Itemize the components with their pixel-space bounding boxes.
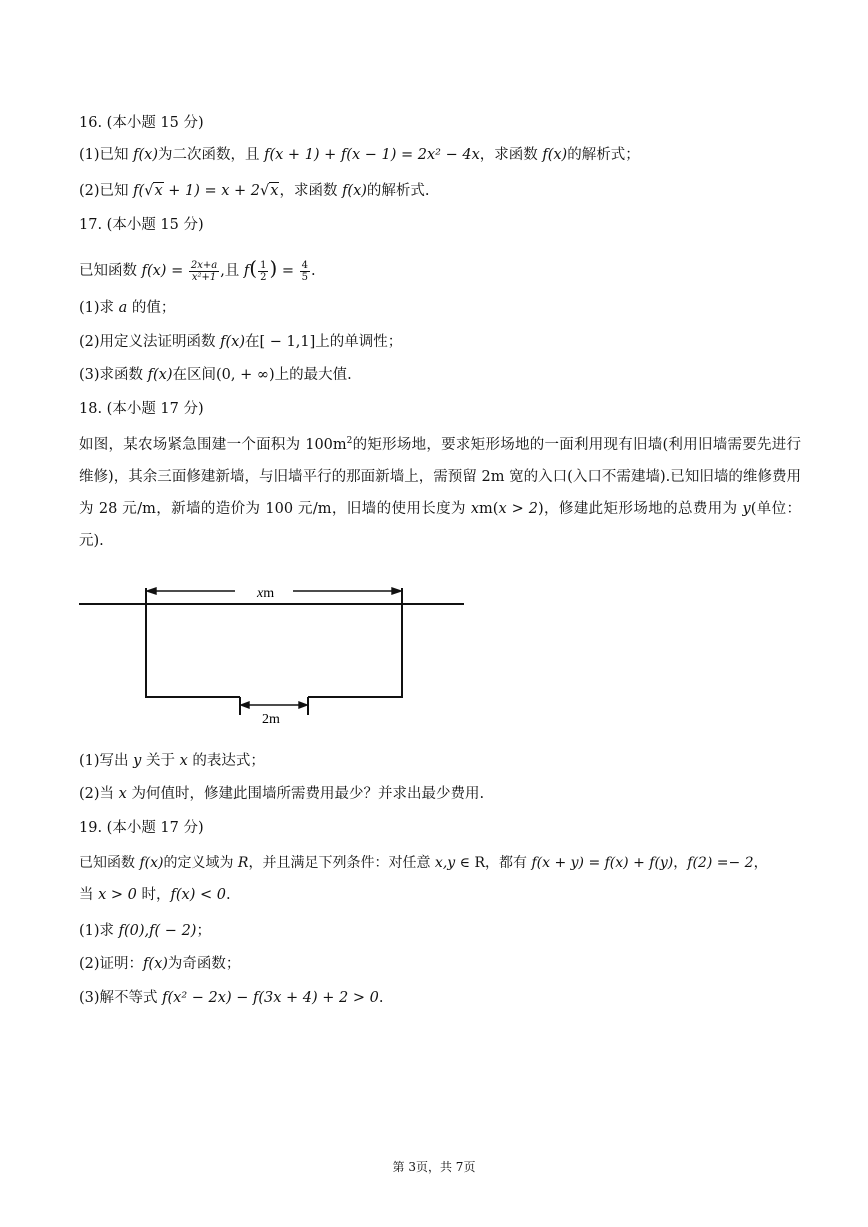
q19-stem-line2: 当 x > 0 时，f(x) < 0. bbox=[79, 887, 231, 903]
q19-stem-line1: 已知函数 f(x)的定义域为 R，并且满足下列条件：对任意 x,y ∈ R，都有 f(x + y) = f(x) + f(y)，f(2) =− 2， bbox=[79, 855, 768, 871]
q19-part3: (3)解不等式 f(x² − 2x) − f(3x + 4) + 2 > 0. bbox=[79, 990, 384, 1006]
q17-heading: 17. (本小题 15 分) bbox=[79, 217, 204, 233]
q18-stem: 如图，某农场紧急围建一个面积为 $100m^2$的矩形场地，要求矩形场地的一面利用现有旧墙(利用旧墙需要先进行维修)，其余三面修建新墙，与旧墙平行的那面新墙上，需预留 2m 宽的入口(入口不需建墙).已知旧墙的维修费用为 28 元/m，新墙的造价为 100 元/m，旧墙的使用长度为 xm(x > 2)，修建此矩形场地的总费用为 y(单位：元). bbox=[79, 436, 801, 549]
q17-part1: (1)求 a 的值； bbox=[79, 300, 176, 316]
label-2m: 2m bbox=[262, 712, 280, 727]
q17-part3: (3)求函数 f(x)在区间(0, + ∞)上的最大值. bbox=[79, 367, 352, 383]
q17-stem: 已知函数 f(x) = $\frac{2x+a}{\text{x²+1}}$ ,且 f( $\frac{1}{2}$ ) = $\frac{4}{5}$ . bbox=[79, 256, 316, 283]
arrow-right-icon bbox=[299, 702, 307, 708]
q18-part1: (1)写出 y 关于 x 的表达式； bbox=[79, 753, 265, 769]
q16-heading: 16. (本小题 15 分) bbox=[79, 115, 204, 131]
q18-part2: (2)当 x 为何值时，修建此围墙所需费用最少？并求出最少费用. bbox=[79, 786, 485, 802]
q16-part2: (2)已知 f(√x + 1) = x + 2√x，求函数 f(x)的解析式. bbox=[79, 183, 430, 199]
fraction: $\frac{1}{2}$ bbox=[260, 259, 267, 283]
q16-part1: (1)已知 f(x)为二次函数，且 f(x + 1) + f(x − 1) = 2x² − 4x，求函数 f(x)的解析式； bbox=[79, 147, 640, 163]
q19-heading: 19. (本小题 17 分) bbox=[79, 820, 204, 836]
arrow-left-icon bbox=[241, 702, 249, 708]
arrow-right-icon bbox=[392, 588, 401, 594]
q19-part1: (1)求 f(0),f( − 2)； bbox=[79, 923, 211, 939]
arrow-left-icon bbox=[147, 588, 156, 594]
q17-part2: (2)用定义法证明函数 f(x)在[ − 1,1]上的单调性； bbox=[79, 334, 403, 350]
q19-part2: (2)证明：f(x)为奇函数； bbox=[79, 956, 241, 972]
fraction: $\frac{2x+a}{\text{x²+1}}$ bbox=[190, 259, 218, 283]
q18-heading: 18. (本小题 17 分) bbox=[79, 401, 204, 417]
label-xm: xm bbox=[257, 586, 275, 601]
q18-figure bbox=[0, 570, 500, 730]
fraction: $\frac{4}{5}$ bbox=[301, 259, 309, 283]
page-footer: 第 3页，共 7页 bbox=[392, 1160, 476, 1174]
